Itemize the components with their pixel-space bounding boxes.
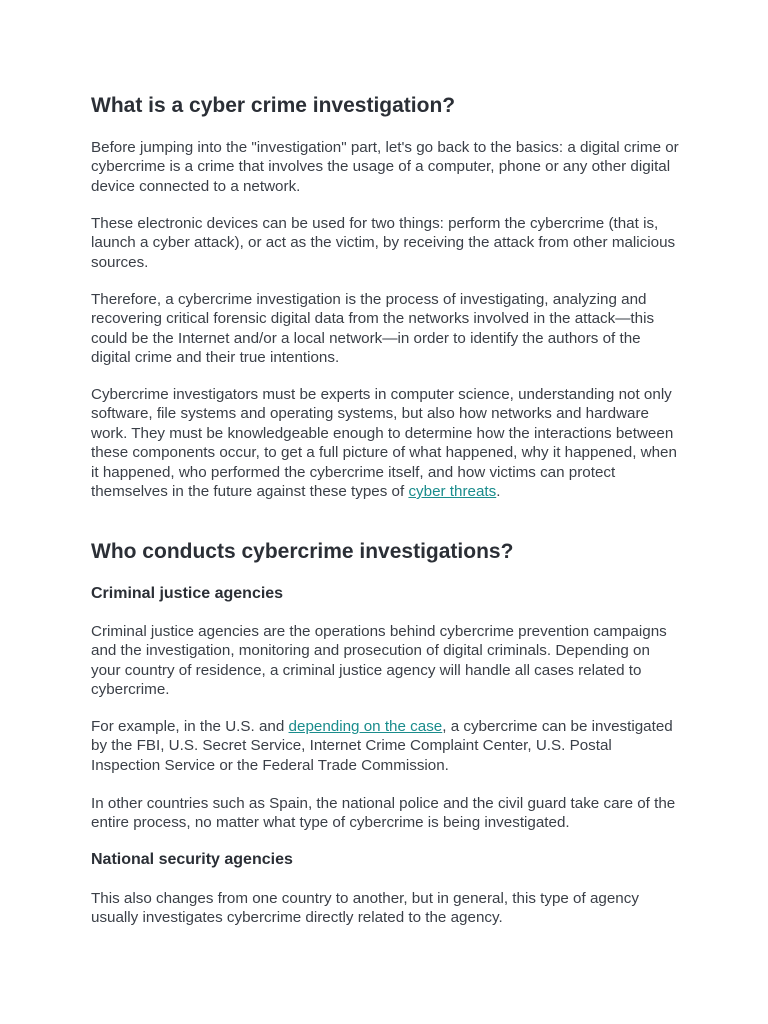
paragraph-investigators-end: . xyxy=(496,483,501,501)
subheading-criminal-justice: Criminal justice agencies xyxy=(91,585,284,602)
paragraph-definition: Therefore, a cybercrime investigation is the process of investigating, analyzing and recovering critical forensic digital data from the networks involved in the attack—this could be the Internet and/or a local network—in order to identify the authors of the digital crime and their true intentions. xyxy=(91,291,655,367)
paragraph-investigators-text: Cybercrime investigators must be experts in computer science, understanding not only software, file systems and operating systems, but also how networks and hardware work. They must be knowledgeable enough to determine how the interactions between these components occur, to get a full picture of what happened, why it happened, when it happened, who performed the cybercrime itself, and how victims can protect themselves in the future against these types of xyxy=(91,386,677,501)
paragraph-other-countries: In other countries such as Spain, the national police and the civil guard take care of the entire process, no matter what type of cybercrime is being investigated. xyxy=(91,795,676,832)
paragraph-us-example xyxy=(91,717,681,775)
paragraph-investigators xyxy=(91,385,681,501)
paragraph-intro: Before jumping into the "investigation" part, let's go back to the basics: a digital crime or cybercrime is a crime that involves the usage of a computer, phone or any other digital device connected to a network. xyxy=(91,139,679,195)
depending-on-the-case-link[interactable]: depending on the case xyxy=(288,718,443,735)
subheading-national-security: National security agencies xyxy=(91,851,293,868)
paragraph-us-example-start: For example, in the U.S. and xyxy=(91,718,289,735)
section-heading-what-is: What is a cyber crime investigation? xyxy=(91,94,456,117)
paragraph-criminal-justice: Criminal justice agencies are the operations behind cybercrime prevention campaigns and the investigation, monitoring and prosecution of digital criminals. Depending on your country of residence, a criminal justice agency will handle all cases related to cybercrime. xyxy=(91,623,667,699)
section-heading-who-conducts: Who conducts cybercrime investigations? xyxy=(91,540,514,563)
cyber-threats-link[interactable]: cyber threats xyxy=(408,483,497,501)
paragraph-devices: These electronic devices can be used for two things: perform the cybercrime (that is, launch a cyber attack), or act as the victim, by receiving the attack from other malicious sources. xyxy=(91,215,676,271)
paragraph-us-example-end: , a cybercrime can be investigated by the FBI, U.S. Secret Service, Internet Crime Complaint Center, U.S. Postal Inspection Service or the Federal Trade Commission. xyxy=(91,718,673,774)
paragraph-national-security: This also changes from one country to another, but in general, this type of agency usually investigates cybercrime directly related to the agency. xyxy=(91,890,639,927)
